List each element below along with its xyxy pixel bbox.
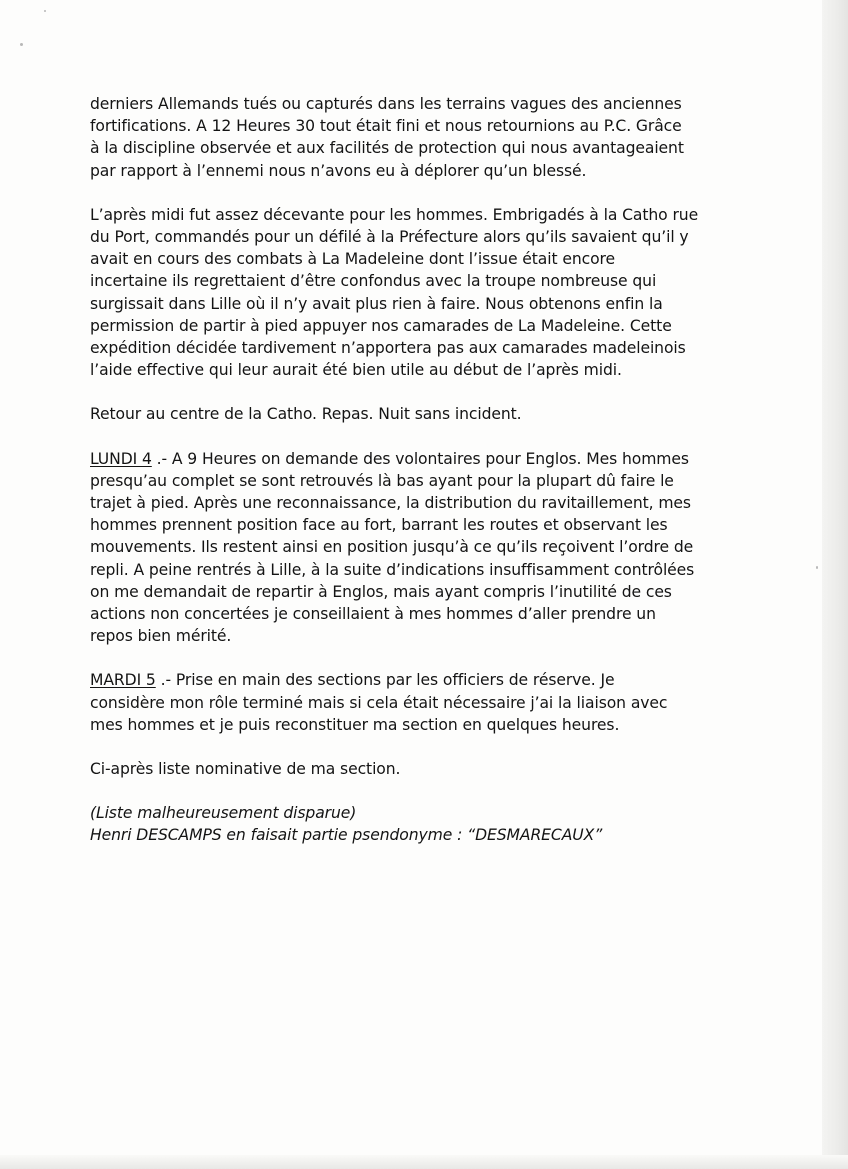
italic-note (90, 802, 740, 846)
document-body (90, 93, 740, 869)
text-line: presqu’au complet se sont retrouvés là bas ayant pour la plupart dû faire le (90, 471, 674, 490)
text-line: avait en cours des combats à La Madeleine dont l’issue était encore (90, 250, 616, 269)
text-line: Retour au centre de la Catho. Repas. Nuit sans incident. (90, 405, 522, 424)
text-line: actions non concertées je conseillaient à mes hommes d’aller prendre un (90, 605, 656, 624)
text-line: à la discipline observée et aux facilités de protection qui nous avantageaient (90, 139, 684, 158)
scan-shadow-bottom (0, 1155, 848, 1169)
text-line: surgissait dans Lille où il n’y avait plus rien à faire. Nous obtenons enfin la (90, 294, 663, 313)
note-line: Henri DESCAMPS en faisait partie psendonyme : “DESMARECAUX” (90, 826, 603, 845)
scan-shadow-right (822, 0, 848, 1169)
text-line: l’aide effective qui leur aurait été bien utile au début de l’après midi. (90, 361, 622, 380)
text-line: hommes prennent position face au fort, barrant les routes et observant les (90, 516, 668, 535)
note-line: (Liste malheureusement disparue) (90, 804, 357, 823)
scan-speck (816, 566, 818, 569)
text-line: du Port, commandés pour un défilé à la Préfecture alors qu’ils savaient qu’il y (90, 228, 689, 247)
text-line: mes hommes et je puis reconstituer ma section en quelques heures. (90, 715, 620, 734)
text-line: Ci-après liste nominative de ma section. (90, 760, 401, 779)
text-segment: .- Prise en main des sections par les officiers de réserve. Je (155, 671, 615, 690)
paragraph-return (90, 403, 740, 425)
text-segment: .- A 9 Heures on demande des volontaires pour Englos. Mes hommes (151, 449, 689, 468)
paragraph-monday (90, 448, 740, 648)
day-heading-monday: LUNDI 4 (90, 449, 152, 468)
text-line: considère mon rôle terminé mais si cela était nécessaire j’ai la liaison avec (90, 693, 668, 712)
text-line: expédition décidée tardivement n’apportera pas aux camarades madeleinois (90, 339, 686, 358)
paragraph-afternoon (90, 204, 740, 382)
text-line: incertaine ils regrettaient d’être confondus avec la troupe nombreuse qui (90, 272, 657, 291)
text-line (90, 448, 740, 470)
text-line: L’après midi fut assez décevante pour les hommes. Embrigadés à la Catho rue (90, 205, 699, 224)
text-line: derniers Allemands tués ou capturés dans les terrains vagues des anciennes (90, 95, 682, 113)
text-line: on me demandait de repartir à Englos, mais ayant compris l’inutilité de ces (90, 582, 672, 601)
scan-speck (44, 10, 46, 12)
paragraph-tuesday (90, 669, 740, 736)
text-line: trajet à pied. Après une reconnaissance, la distribution du ravitaillement, mes (90, 494, 691, 513)
text-line: mouvements. Ils restent ainsi en position jusqu’à ce qu’ils reçoivent l’ordre de (90, 538, 694, 557)
scan-speck (20, 43, 23, 46)
paragraph-fighting-end (90, 93, 740, 182)
paragraph-list-intro (90, 758, 740, 780)
text-line: repos bien mérité. (90, 627, 232, 646)
text-line: par rapport à l’ennemi nous n’avons eu à déplorer qu’un blessé. (90, 161, 587, 180)
text-line: fortifications. A 12 Heures 30 tout était fini et nous retournions au P.C. Grâce (90, 117, 682, 136)
text-line: permission de partir à pied appuyer nos camarades de La Madeleine. Cette (90, 316, 672, 335)
day-heading-tuesday: MARDI 5 (90, 671, 156, 690)
text-line: repli. A peine rentrés à Lille, à la suite d’indications insuffisamment contrôlées (90, 560, 695, 579)
text-line (90, 669, 740, 691)
